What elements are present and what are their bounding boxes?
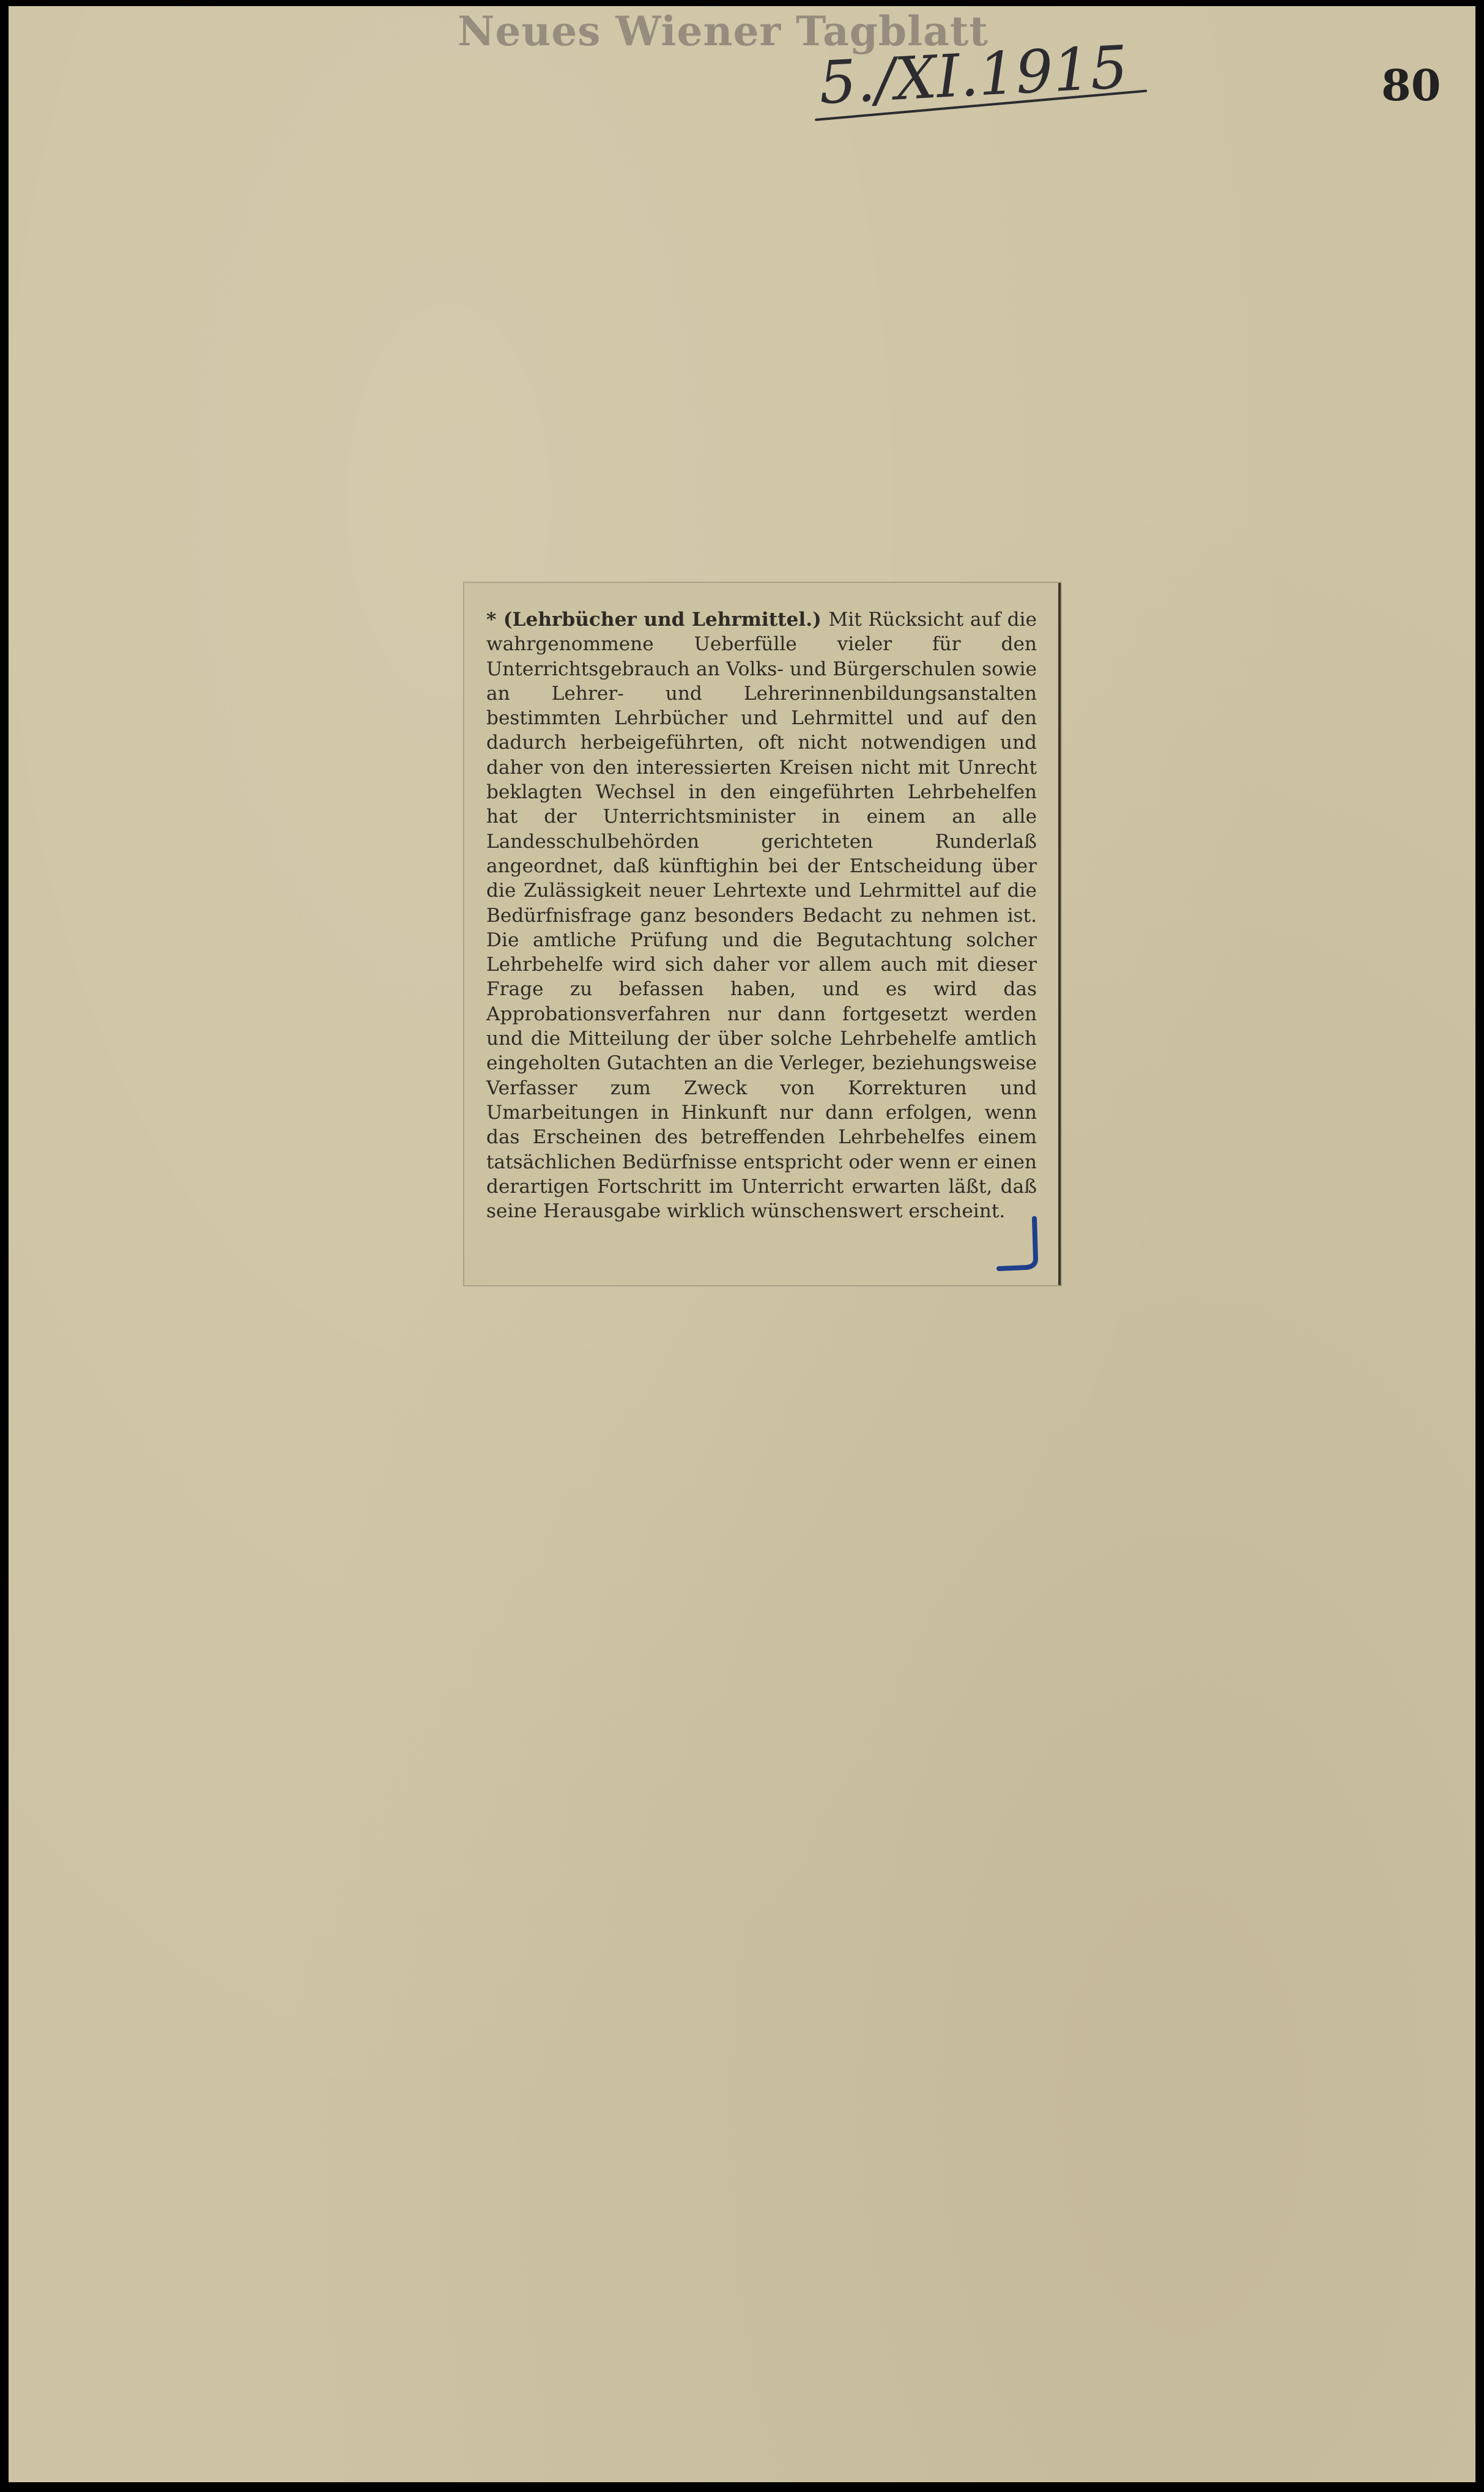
- article-body: Mit Rücksicht auf die wahrgenommene Ueberfülle vieler für den Unterrichtsgebrauch an Volks- und Bürgerschulen sowie an Lehrer- und Lehrerinnenbildungsanstalten bestimmten Lehrbücher und Lehrmittel und auf den dadurch herbeigeführten, oft nicht notwendigen und daher von den interessierten Kreisen nicht mit Unrecht beklagten Wechsel in den eingeführten Lehrbehelfen hat der Unterrichtsminister in einem an alle Landesschulbehörden gerichteten Runderlaß angeordnet, daß künftighin bei der Entscheidung über die Zulässigkeit neuer Lehrtexte und Lehrmittel auf die Bedürfnisfrage ganz besonders Bedacht zu nehmen ist. Die amtliche Prüfung und die Begutachtung solcher Lehrbehelfe wird sich daher vor allem auch mit dieser Frage zu befassen haben, und es wird das Approbationsverfahren nur dann fortgesetzt werden und die Mitteilung der über solche Lehrbehelfe amtlich eingeholten Gutachten an die Verleger, beziehungsweise Verfasser zum Zweck von Korrekturen und Umarbeitungen in Hinkunft nur dann erfolgen, wenn das Erscheinen des betreffenden Lehrbehelfes einem tatsächlichen Bedürfnisse entspricht oder wenn er einen derartigen Fortschritt im Unterricht erwarten läßt, daß seine Herausgabe wirklich wünschenswert erscheint.: [486, 609, 1037, 1223]
- handwritten-date-text: 5./XI.1915: [817, 32, 1130, 117]
- article-text: [486, 607, 1037, 1223]
- page-number: 80: [1381, 60, 1441, 111]
- archive-sheet: [9, 6, 1475, 2482]
- newspaper-clipping: [464, 583, 1061, 1285]
- newspaper-stamp: Neues Wiener Tagblatt: [458, 7, 989, 55]
- blue-pencil-mark-icon: [996, 1216, 1045, 1277]
- clipping-edge: [1058, 583, 1061, 1285]
- article-headline: * (Lehrbücher und Lehrmittel.): [486, 609, 829, 631]
